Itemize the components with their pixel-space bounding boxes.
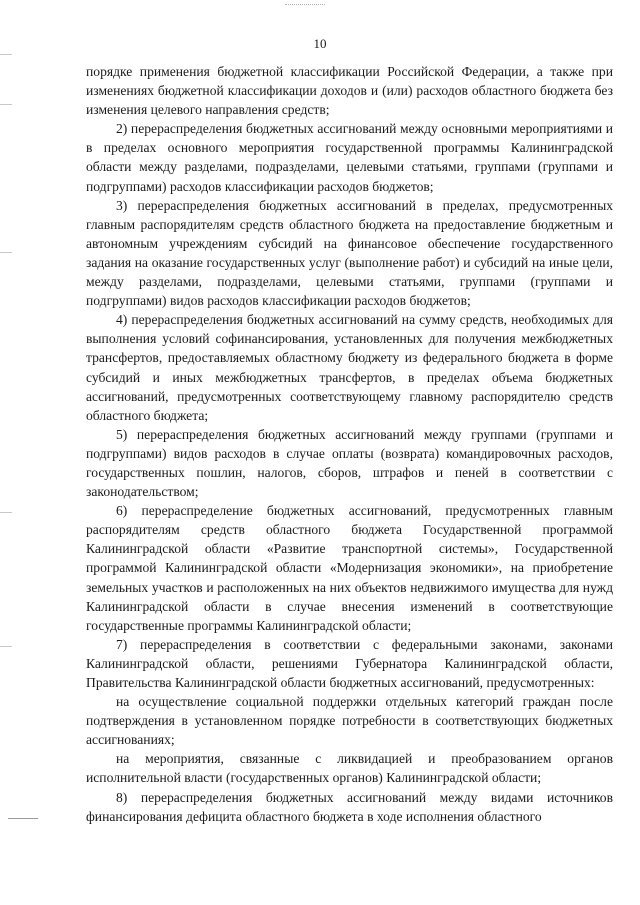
paragraph-continuation: порядке применения бюджетной классификации Российской Федерации, а также при изменениях бюджетной классификации доходов и (или) расходов областного бюджета без изменения целевого направления средств; (86, 64, 613, 118)
margin-dash (8, 818, 38, 819)
scan-artifact (285, 0, 325, 5)
paragraph-item-4: 4) перераспределения бюджетных ассигнований на сумму средств, необходимых для выполнения условий софинансирования, установленных для получения межбюджетных трансфертов, предоставляемых областному бюджету из федерального бюджета в форме субсидий и иных межбюджетных трансфертов, в пределах объема бюджетных ассигнований, предусмотренных соответствующему главному распорядителю средств областного бюджета; (86, 312, 613, 423)
paragraph-subitem-social: на осуществление социальной поддержки отдельных категорий граждан после подтверждения в установленном порядке потребности в соответствующих бюджетных ассигнованиях; (86, 694, 613, 748)
paragraph-item-8: 8) перераспределения бюджетных ассигнований между видами источников финансирования дефицита областного бюджета в ходе исполнения областного (86, 789, 613, 824)
margin-tick (0, 54, 12, 55)
page-number: 10 (313, 36, 327, 51)
paragraph-subitem-liquidation: на мероприятия, связанные с ликвидацией и преобразованием органов исполнительной власти (государственных органов) Калининградской области; (86, 751, 613, 786)
paragraph-item-2: 2) перераспределения бюджетных ассигнований между основными мероприятиями и в пределах основного мероприятия государственной программы Калининградской области между разделами, подразделами, целевыми статьями, группами (группами и подгруппами) расходов классификации расходов бюджетов; (86, 121, 613, 194)
margin-tick (0, 104, 12, 105)
paragraph-item-5: 5) перераспределения бюджетных ассигнований между группами (группами и подгруппами) видов расходов в случае оплаты (возврата) командировочных расходов, государственных пошлин, налогов, сборов, штрафов и пеней в соответствии с законодательством; (86, 426, 613, 500)
paragraph-item-6: 6) перераспределение бюджетных ассигнований, предусмотренных главным распорядителям средств областного бюджета Государственной программой Калининградской области «Развитие транспортной системы», Государственной программой Калининградской области «Модернизация экономики», на приобретение земельных участков и расположенных на них объектов недвижимого имущества для нужд Калининградской области в случае внесения изменений в соответствующие государственные программы Калининградской области; (86, 503, 613, 633)
margin-tick (0, 646, 12, 647)
margin-tick (0, 512, 12, 513)
document-body (86, 62, 613, 826)
margin-tick (0, 252, 12, 253)
paragraph-item-7: 7) перераспределения в соответствии с федеральными законами, законами Калининградской области, решениями Губернатора Калининградской области, Правительства Калининградской области бюджетных ассигнований, предусмотренных: (86, 636, 613, 690)
paragraph-item-3: 3) перераспределения бюджетных ассигнований в пределах, предусмотренных главным распорядителям средств областного бюджета на предоставление бюджетным и автономным учреждениям субсидий на финансовое обеспечение государственного задания на оказание государственных услуг (выполнение работ) и субсидий на иные цели, между разделами, подразделами, целевыми статьями, группами (группами и подгруппами) видов расходов классификации расходов бюджетов; (86, 197, 613, 309)
